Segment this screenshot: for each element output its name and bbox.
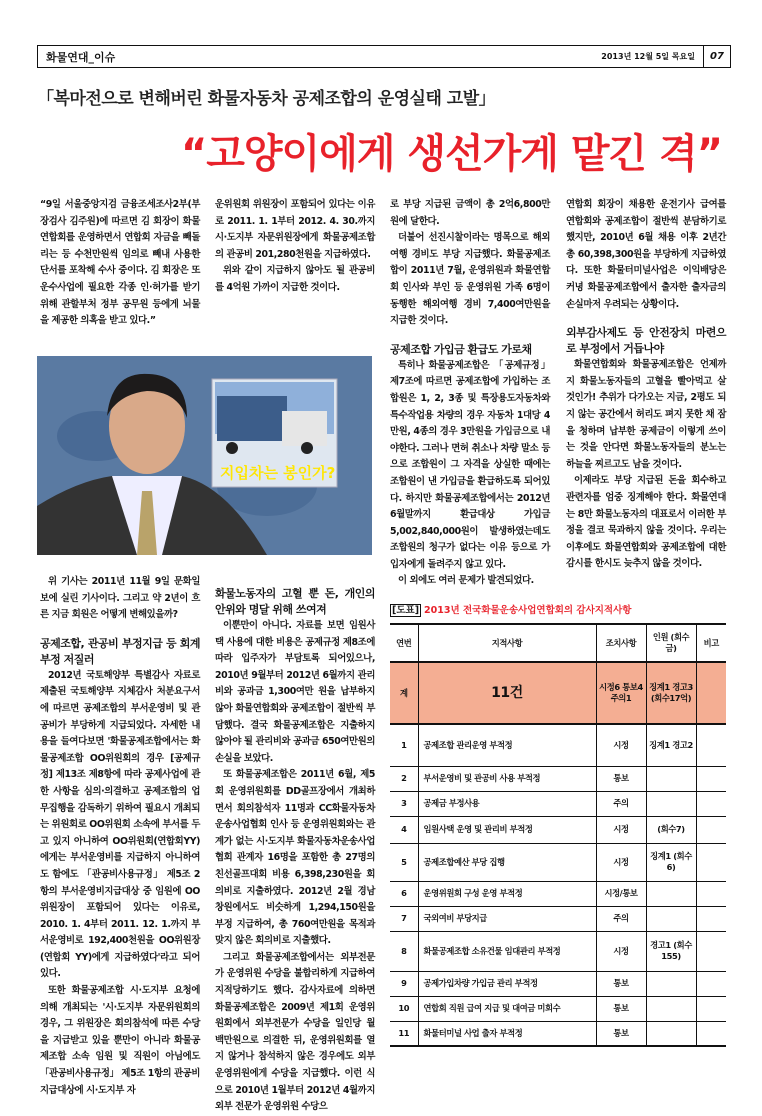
table-row <box>390 724 726 766</box>
cell-note <box>696 724 726 766</box>
cell-note <box>696 766 726 791</box>
cell-personnel <box>646 881 696 906</box>
cell-no: 6 <box>390 881 418 906</box>
table-row <box>390 881 726 906</box>
table-title: 2013년 전국화물운송사업연합회의 감사지적사항 <box>424 605 632 616</box>
section-label: 화물연대_이슈 <box>46 50 116 64</box>
cell-action: 주의 <box>596 791 646 816</box>
cell: 시정6 통보4 주의1 <box>596 662 646 724</box>
news-photo <box>37 356 372 555</box>
cell-note <box>696 816 726 843</box>
cell-personnel <box>646 766 696 791</box>
cell <box>696 662 726 724</box>
page-number: 07 <box>703 46 730 67</box>
cell-note <box>696 791 726 816</box>
paragraph: 또 화물공제조합은 2011년 6월, 제5회 운영위원회를 DD골프장에서 개최하면서 회의참석자 11명과 CC화물자동차운송사업협회 인사 등 운영위원회와는 관계가 없는 시·도지부 화물자동차운송사업협회 관계자 16명을 포함한 총 27명의 친선골프대회 비용 6,398,230원을 회의비로 지출하였다. 2012년 2월 경남 창원에서도 비슷하게 1,294,150원을 부정 지급하여, 총 760여만원을 목적과 맞지 않은 회의비로 지출했다. <box>215 769 375 947</box>
article-subtitle: 「복마전으로 변해버린 화물자동차 공제조합의 운영실태 고발」 <box>37 89 496 109</box>
bottom-column-1 <box>40 574 200 1099</box>
cell-no: 8 <box>390 931 418 971</box>
table-row <box>390 816 726 843</box>
cell: 징계1 경고3 (회수17억) <box>646 662 696 724</box>
cell-action: 시정 <box>596 931 646 971</box>
table-row <box>390 996 726 1021</box>
cell-note <box>696 996 726 1021</box>
anchor-photo-illustration <box>37 356 372 555</box>
table-total-row <box>390 662 726 724</box>
cell-no: 2 <box>390 766 418 791</box>
cell-item: 공제가입차량 가입금 관리 부적정 <box>418 971 596 996</box>
cell-item: 연합회 직원 급여 지급 및 대여금 미회수 <box>418 996 596 1021</box>
page-header <box>37 45 731 68</box>
cell-action: 시정 <box>596 843 646 881</box>
table-row <box>390 1021 726 1046</box>
col-header: 연번 <box>390 624 418 662</box>
table-row <box>390 971 726 996</box>
cell: 계 <box>390 662 418 724</box>
paragraph: 그리고 화물공제조합에서는 외부전문가 운영위원 수당을 불합리하게 지급하여 지적당하기도 했다. 감사자료에 의하면 화물공제조합은 2009년 제1회 운영위원회에서 외부전문가 수당을 일인당 월 백만원으로 의결한 뒤, 운영위원회를 열지 않거나 참석하지 않은 경우에도 외부 운영위원에게 수당을 지급했다. 이런 식으로 2010년 1월부터 2012년 4월까지 외부 전문가 운영위원 수당으 <box>215 951 375 1113</box>
paragraph: 연합회 회장이 채용한 운전기사 급여를 연합회와 공제조합이 절반씩 분담하기로 했지만, 2010년 6월 채용 이후 2년간 총 60,398,300원을 부당하게 지급하였다. 또한 화물터미널사업은 이익배당은 커녕 화물공제조합에서 출자한 출자금의 손실마저 우려되는 상황이다. <box>566 199 726 310</box>
cell: 11건 <box>418 662 596 724</box>
table-row <box>390 931 726 971</box>
article-title: “고양이에게 생선가게 맡긴 격” <box>180 131 722 177</box>
cell-action: 주의 <box>596 906 646 931</box>
cell-item: 공제금 부정사용 <box>418 791 596 816</box>
cell-action: 통보 <box>596 1021 646 1046</box>
cell-item: 화물공제조합 소유건물 임대관리 부적정 <box>418 931 596 971</box>
cell-no: 4 <box>390 816 418 843</box>
col-header: 인원 (회수금) <box>646 624 696 662</box>
issue-date: 2013년 12월 5일 목요일 <box>601 52 695 61</box>
paragraph: 위 기사는 2011년 11월 9일 문화일보에 실린 기사이다. 그리고 약 2년이 흐른 지금 회원은 어떻게 변해있을까? <box>40 576 200 621</box>
cell-personnel <box>646 971 696 996</box>
paragraph: 화물연합회와 화물공제조합은 언제까지 화물노동자들의 고혈을 빨아먹고 살 것인가! 추위가 다가오는 지금, 2평도 되지 않는 공간에서 허리도 펴지 못한 채 잠을 청하며 납부한 공제금이 이렇게 쓰이는 것을 안다면 화물노동자들의 분노는 하늘을 찌르고도 남을 것이다. <box>566 359 726 470</box>
paragraph: “9일 서울중앙지검 금융조세조사2부(부장검사 김주원)에 따르면 김 회장이 화물연합회를 운영하면서 연합회 자금을 빼돌리는 등 수천만원씩 임의로 빼내 사용한 단서를 포착해 수사 중이다. 김 회장은 또 운수사업에 필요한 각종 인·허가를 받기 위해 관할부처 정부 공무원 등에게 뇌물을 제공한 의혹을 받고 있다.” <box>40 199 200 327</box>
cell-personnel: 징계1 경고2 <box>646 724 696 766</box>
table-row <box>390 791 726 816</box>
paragraph: 이 외에도 여러 문제가 발견되었다. <box>398 575 534 587</box>
cell-personnel: (회수7) <box>646 816 696 843</box>
cell-action: 통보 <box>596 766 646 791</box>
cell-no: 11 <box>390 1021 418 1046</box>
cell-note <box>696 843 726 881</box>
cell-no: 9 <box>390 971 418 996</box>
table-row <box>390 766 726 791</box>
section-heading: 외부감사제도 등 안전장치 마련으로 부정에서 거듭나야 <box>566 326 726 356</box>
paragraph: 이뿐만이 아니다. 자료를 보면 임원사택 사용에 대한 비용은 공제규정 제8조에 따라 입주자가 부담토록 되어있으나, 2010년 9월부터 2012년 6월까지 관리비와 공과금 1,300여만 원을 납부하지 않아 화물연합회와 공제조합이 절반씩 부담했다. 결국 화물공제조합은 지출하지 않아야 될 관리비와 공과금 650여만원의 손실을 보았다. <box>215 620 375 764</box>
photo-caption: 지입차는 봉인가? <box>220 464 336 482</box>
cell-no: 1 <box>390 724 418 766</box>
bottom-column-2 <box>215 574 375 1116</box>
cell-personnel: 징계1 (회수6) <box>646 843 696 881</box>
top-column-1 <box>40 197 200 330</box>
paragraph: 운위원회 위원장이 포함되어 있다는 이유로 2011. 1. 1부터 2012. 4. 30.까지 시·도지부 자문위원장에게 화물공제조합의 관공비 201,280천원을 지급하였다. <box>215 199 375 260</box>
col-header: 지적사항 <box>418 624 596 662</box>
paragraph: 로 부당 지급된 금액이 총 2억6,800만원에 달한다. <box>390 199 550 227</box>
cell-item: 공제조합예산 부당 집행 <box>418 843 596 881</box>
col-header: 비고 <box>696 624 726 662</box>
paragraph: 또한 화물공제조합 시·도지부 요청에 의해 개최되는 '시·도지부 자문위원회의 경우, 그 위원장은 회의참석에 따른 수당을 지급받고 있을 뿐만이 아니라 화물공제조합 소속 임원 및 직원이 아님에도 「관공비사용규정」 제5조 1항의 관공비 지급대상에 시·도지부 자 <box>40 985 200 1096</box>
cell-action: 통보 <box>596 971 646 996</box>
top-column-3 <box>390 197 550 590</box>
section-heading: 화물노동자의 고혈 뿐 돈, 개인의 안위와 명달 위해 쓰여져 <box>215 587 375 616</box>
cell-item: 부서운영비 및 관공비 사용 부적정 <box>418 766 596 791</box>
cell-item: 화물터미널 사업 출자 부적정 <box>418 1021 596 1046</box>
cell-no: 3 <box>390 791 418 816</box>
audit-findings-table <box>390 623 726 1047</box>
section-heading: 공제조합, 관공비 부정지급 등 회계부정 저질러 <box>40 636 200 666</box>
paragraph: 더불어 선진시찰이라는 명목으로 해외여행 경비도 부당 지급했다. 화물공제조합이 2011년 7월, 운영위원과 화물연합회 인사와 부인 등 운영위원 가족 6명이 동행한 해외여행 경비 7,400여만원을 지급한 것이다. <box>390 232 550 327</box>
paragraph: 특히나 화물공제조합은 「공제규정」 제7조에 따르면 공제조합에 가입하는 조합원은 1, 2, 3종 및 특장용도자동차와 특수작업용 차량의 경우 자동차 1대당 4만원, 4종의 경우 3만원을 가입금으로 내야한다. 그러나 면허 취소나 차량 말소 등으로 조합원이 그 자격을 상실한 때에는 조합원이 낸 가입금을 환급하도록 되어있다. 하지만 화물공제조합에서는 2012년 6월말까지 환급대상 가입금 5,002,840,000원이 발생하였는데도 조합원의 청구가 없다는 이유 등으로 가입자에게 돌려주지 않고 있다. <box>390 359 550 570</box>
cell-note <box>696 931 726 971</box>
table-header-row <box>390 624 726 662</box>
cell-personnel <box>646 996 696 1021</box>
cell-item: 운영위원회 구성 운영 부적정 <box>418 881 596 906</box>
table-label: [도표] <box>392 605 420 616</box>
cell-note <box>696 906 726 931</box>
cell-personnel: 경고1 (회수155) <box>646 931 696 971</box>
cell-action: 시정/통보 <box>596 881 646 906</box>
cell-no: 7 <box>390 906 418 931</box>
table-caption <box>390 602 631 616</box>
cell-item: 공제조합 관리운영 부적정 <box>418 724 596 766</box>
top-column-4 <box>566 197 726 573</box>
cell-action: 시정 <box>596 816 646 843</box>
table-row <box>390 843 726 881</box>
cell-note <box>696 1021 726 1046</box>
col-header: 조치사항 <box>596 624 646 662</box>
cell-note <box>696 881 726 906</box>
paragraph: 위와 같이 지급하지 않아도 될 관공비를 4억원 가까이 지급한 것이다. <box>215 265 375 293</box>
cell-item: 국외여비 부당지급 <box>418 906 596 931</box>
top-column-2 <box>215 197 375 297</box>
cell-note <box>696 971 726 996</box>
cell-no: 5 <box>390 843 418 881</box>
cell-personnel <box>646 906 696 931</box>
cell-personnel <box>646 1021 696 1046</box>
cell-item: 임원사택 운영 및 관리비 부적정 <box>418 816 596 843</box>
paragraph: 이제라도 부당 지급된 돈을 회수하고 관련자를 엄중 징계해야 한다. 화물연대는 8만 화물노동자의 대표로서 이러한 부정을 결코 묵과하지 않을 것이다. 우리는 이후에도 화물연합회와 공제조합에 대한 감시를 한시도 늦추지 않을 것이다. <box>566 475 726 570</box>
section-heading: 공제조합 가입금 환급도 가로채 <box>390 342 532 356</box>
cell-no: 10 <box>390 996 418 1021</box>
cell-action: 통보 <box>596 996 646 1021</box>
paragraph: 2012년 국토해양부 특별감사 자료로 제출된 국토해양부 지체감사 처분요구서에 따르면 공제조합의 부서운영비 및 관공비가 부당하게 지급되었다. 자세한 내용을 들여다보면 '화물공제조합에서는 화물공제조합 OO위원회의 경우 [공제규정] 제13조 제8항에 따라 공제사업에 관한 사항을 심의·의결하고 공제조합의 업무집행을 감독하기 위하여 필요시 개최되는 위원회로 OO위원회 소속에 부서를 두고 있지 아니하여 OO위원회(연합회YY)에게는 부서운영비를 지급하지 아니하여도 함에도 「관공비사용규정」 제5조 2항의 부서운영비지급대상 중 임원에 OO위원장이 포함되어 있다는 이유로, 2010. 1. 4부터 2011. 12. 1.까지 부서운영비로 192,400천원을 OO위원장(연합회 YY)에게 지급하였다'라고 되어있다. <box>40 669 200 980</box>
cell-personnel <box>646 791 696 816</box>
table-row <box>390 906 726 931</box>
cell-action: 시정 <box>596 724 646 766</box>
